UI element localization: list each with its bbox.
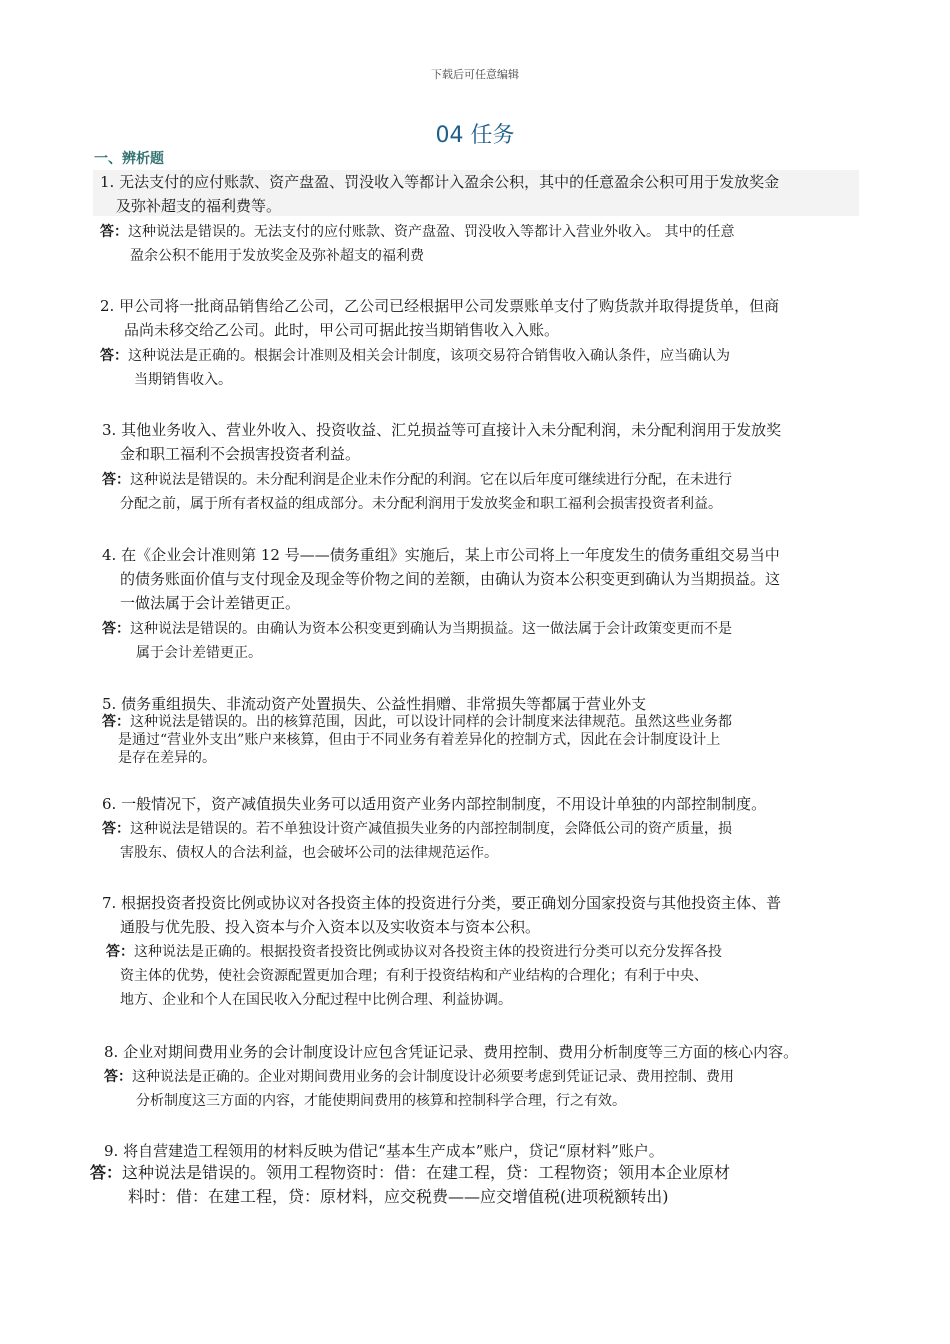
question-1-line-1: 1. 无法支付的应付账款、资产盘盈、罚没收入等都计入盈余公积，其中的任意盈余公积可用于发放奖金 [100,173,780,191]
answer-1-line-2: 盈余公积不能用于发放奖金及弥补超支的福利费 [130,248,424,264]
answer-5-line-3: 是存在差异的。 [118,750,216,766]
question-7 [102,891,781,939]
question-5-line-1: 5. 债务重组损失、非流动资产处置损失、公益性捐赠、非常损失等都属于营业外支 [102,695,647,713]
question-4 [102,543,780,615]
answer-5 [102,713,732,767]
answer-3-line-1: 这种说法是错误的。未分配利润是企业未作分配的利润。它在以后年度可继续进行分配，在未进行 [130,472,732,488]
answer-6-line-2: 害股东、债权人的合法利益，也会破坏公司的法律规范运作。 [120,845,498,861]
question-9 [104,1139,664,1163]
answer-3-line-2: 分配之前，属于所有者权益的组成部分。未分配利润用于发放奖金和职工福利会损害投资者利益。 [120,496,722,512]
answer-2-line-2: 当期销售收入。 [134,372,232,388]
question-4-line-1: 4. 在《企业会计准则第 12 号——债务重组》实施后，某上市公司将上一年度发生的债务重组交易当中 [102,546,780,564]
question-9-line-1: 9. 将自营建造工程领用的材料反映为借记“基本生产成本”账户，贷记“原材料”账户。 [104,1142,664,1160]
page-title: 04 任务 [435,123,515,148]
answer-8-line-1: 这种说法是正确的。企业对期间费用业务的会计制度设计必须要考虑到凭证记录、费用控制、费用 [132,1069,734,1085]
answer-2 [100,344,730,392]
answer-6-line-1: 这种说法是错误的。若不单独设计资产减值损失业务的内部控制制度，会降低公司的资产质量，损 [130,821,732,837]
answer-9-line-1: 这种说法是错误的。领用工程物资时：借：在建工程，贷：工程物资；领用本企业原材 [122,1163,731,1182]
answer-label: 答： [102,714,130,730]
answer-5-line-1: 这种说法是错误的。出的核算范围，因此，可以设计同样的会计制度来法律规范。虽然这些业务都 [130,714,732,730]
answer-label: 答： [100,348,128,364]
question-8-line-1: 8. 企业对期间费用业务的会计制度设计应包含凭证记录、费用控制、费用分析制度等三方面的核心内容。 [104,1043,799,1061]
answer-8 [104,1065,734,1113]
answer-4 [102,617,732,665]
answer-9-line-2: 料时：借：在建工程，贷：原材料，应交税费——应交增值税(进项税额转出) [128,1187,669,1206]
answer-3 [102,468,732,516]
question-3-line-2: 金和职工福利不会损害投资者利益。 [120,445,361,463]
header-note: 下载后可任意编辑 [431,68,519,81]
question-2-line-1: 2. 甲公司将一批商品销售给乙公司，乙公司已经根据甲公司发票账单支付了购货款并取得提货单，但商 [100,297,780,315]
answer-7-line-1: 这种说法是正确的。根据投资者投资比例或协议对各投资主体的投资进行分类可以充分发挥各投 [134,944,722,960]
question-7-line-1: 7. 根据投资者投资比例或协议对各投资主体的投资进行分类，要正确划分国家投资与其他投资主体、普 [102,894,782,912]
answer-7-line-3: 地方、企业和个人在国民收入分配过程中比例合理、利益协调。 [120,992,512,1008]
question-7-line-2: 通股与优先股、投入资本与介入资本以及实收资本与资本公积。 [120,918,541,936]
question-8 [104,1040,798,1064]
question-3 [102,418,781,466]
answer-2-line-1: 这种说法是正确的。根据会计准则及相关会计制度，该项交易符合销售收入确认条件，应当确认为 [128,348,730,364]
question-6-line-1: 6. 一般情况下，资产减值损失业务可以适用资产业务内部控制制度，不用设计单独的内部控制制度。 [102,795,767,813]
answer-label: 答： [90,1163,123,1182]
answer-label: 答： [102,621,130,637]
answer-9 [90,1161,730,1209]
question-4-line-3: 一做法属于会计差错更正。 [120,594,301,612]
question-4-line-2: 的债务账面价值与支付现金及现金等价物之间的差额，由确认为资本公积变更到确认为当期损益。这 [120,570,781,588]
question-6 [102,792,766,816]
question-2-line-2: 品尚未移交给乙公司。此时，甲公司可据此按当期销售收入入账。 [124,321,560,339]
question-1 [100,170,779,218]
answer-8-line-2: 分析制度这三方面的内容，才能使期间费用的核算和控制科学合理，行之有效。 [136,1093,626,1109]
answer-label: 答： [104,1069,132,1085]
answer-4-line-2: 属于会计差错更正。 [136,645,262,661]
answer-1 [100,220,734,268]
answer-5-line-2: 是通过“营业外支出”账户来核算，但由于不同业务有着差异化的控制方式，因此在会计制度设计上 [118,732,721,748]
answer-4-line-1: 这种说法是错误的。由确认为资本公积变更到确认为当期损益。这一做法属于会计政策变更而不是 [130,621,732,637]
answer-7-line-2: 资主体的优势，使社会资源配置更加合理；有利于投资结构和产业结构的合理化；有利于中央、 [120,968,708,984]
section-heading: 一、辨析题 [94,151,164,167]
answer-label: 答： [102,472,130,488]
question-2 [100,294,779,342]
answer-1-line-1: 这种说法是错误的。无法支付的应付账款、资产盘盈、罚没收入等都计入营业外收入。 其中的任意 [128,224,735,240]
answer-label: 答： [106,944,134,960]
question-1-line-2: 及弥补超支的福利费等。 [116,197,282,215]
question-3-line-1: 3. 其他业务收入、营业外收入、投资收益、汇兑损益等可直接计入未分配利润，未分配利润用于发放奖 [102,421,782,439]
answer-label: 答： [100,224,128,240]
answer-label: 答： [102,821,130,837]
answer-6 [102,817,732,865]
answer-7 [106,940,722,1012]
